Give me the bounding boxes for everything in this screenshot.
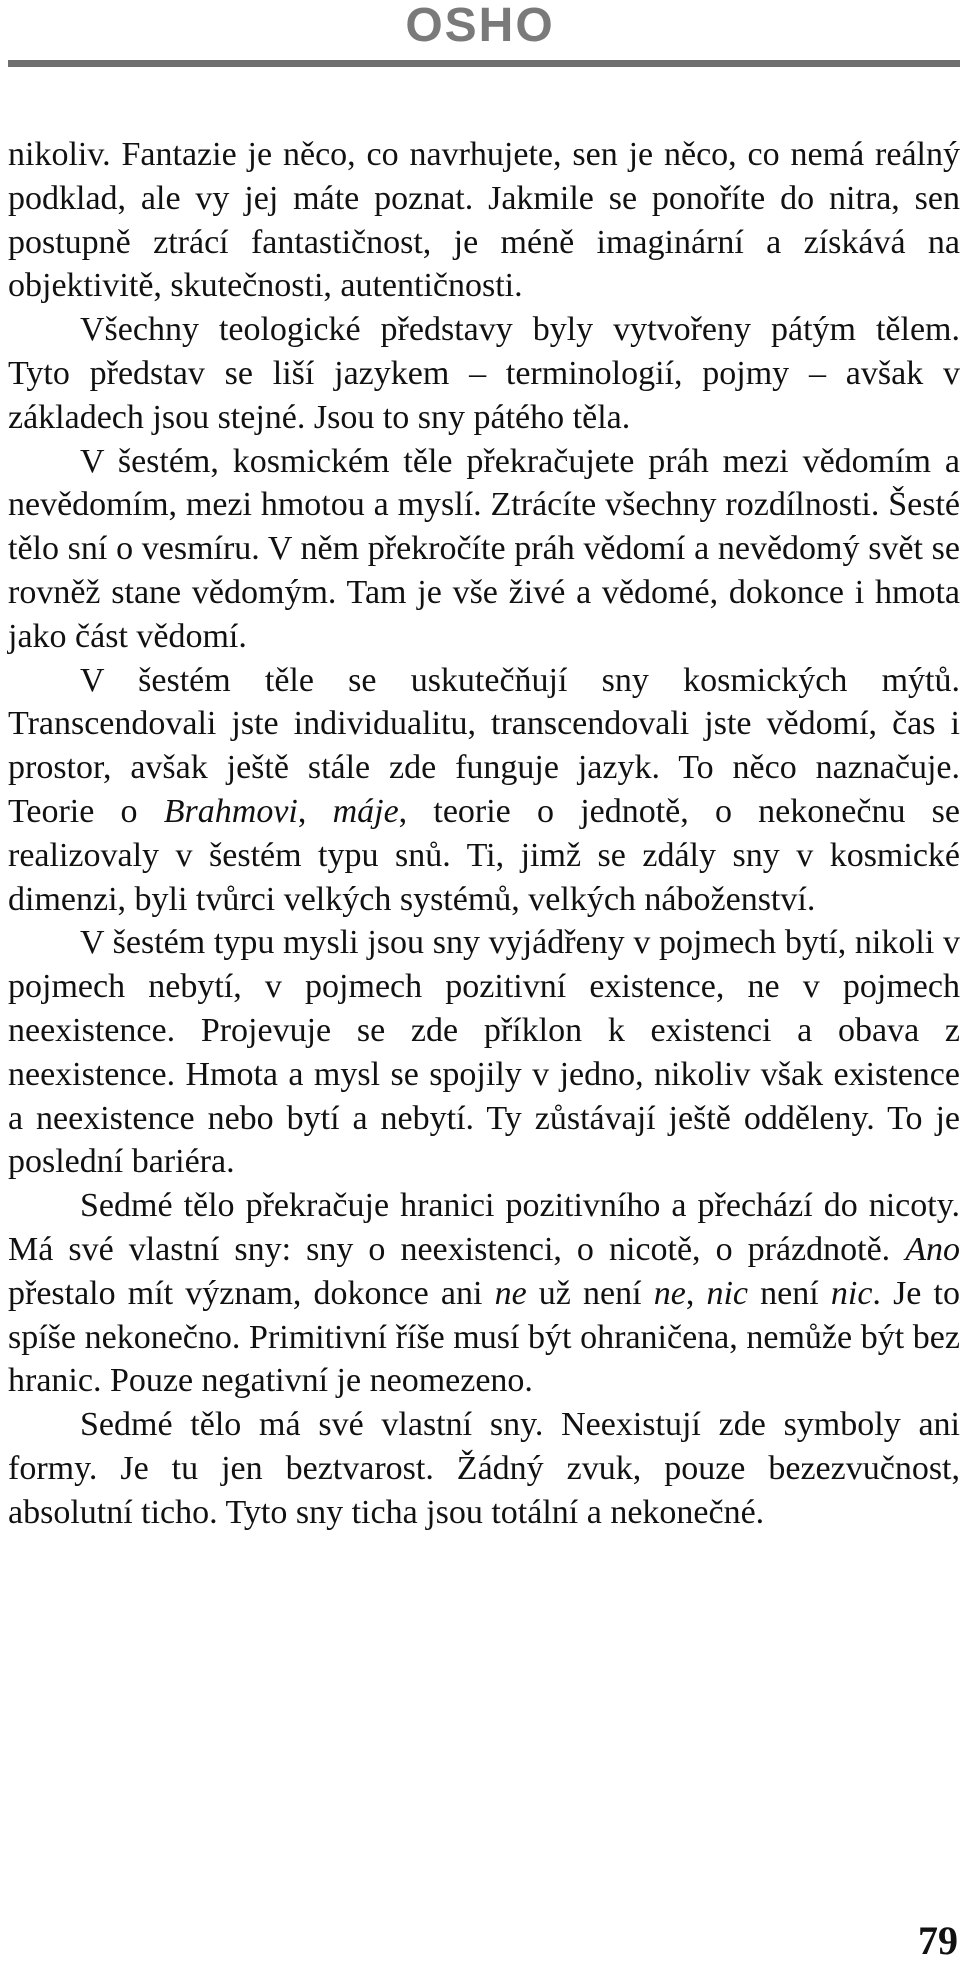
paragraph-3 bbox=[8, 440, 960, 659]
text-segment: už není bbox=[526, 1274, 654, 1312]
text-segment: . Je to spíše nekonečno. Primitivní říše musí být ohraničena, nemůže být bez hranic. Pouze negativní je neomezeno. bbox=[8, 1274, 960, 1400]
running-head: OSHO bbox=[405, 0, 555, 52]
paragraph-7 bbox=[8, 1403, 960, 1534]
italic-term: nic bbox=[706, 1274, 749, 1312]
header-rule bbox=[8, 60, 960, 67]
italic-term: Brahmovi bbox=[163, 792, 298, 830]
text-segment: přestalo mít význam, dokonce ani bbox=[8, 1274, 495, 1312]
text-segment: V šestém těle se uskutečňují sny kosmických mýtů. Transcendovali jste individualitu, transcendovali jste vědomí, čas i prostor, avšak ještě stále zde funguje jazyk. To něco naznačuje. Teorie o bbox=[8, 661, 960, 830]
italic-term: nic bbox=[830, 1274, 873, 1312]
paragraph-6 bbox=[8, 1184, 960, 1403]
text-segment: V šestém typu mysli jsou sny vyjádřeny v pojmech bytí, nikoli v pojmech nebytí, v pojmech pozitivní existence, ne v pojmech neexistence. Projevuje se zde příklon k existenci a obava z neexistence. Hmota a mysl se spojily v jedno, nikoliv však existence a neexistence nebo bytí a nebytí. Ty zůstávají ještě odděleny. To je poslední bariéra. bbox=[8, 924, 960, 1181]
text-segment: není bbox=[748, 1274, 831, 1312]
body-text bbox=[8, 133, 960, 1535]
paragraph-1 bbox=[8, 133, 960, 308]
paragraph-4 bbox=[8, 659, 960, 922]
text-segment: Sedmé tělo má své vlastní sny. Neexistují zde symboly ani formy. Je tu jen beztvarost. Žádný zvuk, pouze bezezvučnost, absolutní ticho. Tyto sny ticha jsou totální a nekonečné. bbox=[8, 1406, 960, 1531]
text-segment: Sedmé tělo překračuje hranici pozitivního a přechází do nicoty. Má své vlastní sny: sny o neexistenci, o nicotě, o prázdnotě. bbox=[8, 1187, 960, 1268]
page-number: 79 bbox=[918, 1918, 958, 1963]
text-segment: , bbox=[685, 1274, 707, 1312]
text-segment: V šestém, kosmickém těle překračujete práh mezi vědomím a nevědomím, mezi hmotou a myslí. Ztrácíte všechny rozdílnosti. Šesté tělo sní o vesmíru. V něm překročíte práh vědomí a nevědomý svět se rovněž stane vědomým. Tam je vše živé a vědomé, dokonce i hmota jako část vědomí. bbox=[8, 442, 960, 655]
text-segment: nikoliv. Fantazie je něco, co navrhujete, sen je něco, co nemá reálný podklad, ale vy jej máte poznat. Jakmile se ponoříte do nitra, sen postupně ztrácí fantastičnost, je méně imaginární a získává na objektivitě, skutečnosti, autentičnosti. bbox=[8, 136, 960, 305]
paragraph-2 bbox=[8, 308, 960, 439]
text-segment: Všechny teologické představy byly vytvořeny pátým tělem. Tyto představ se liší jazykem – terminologií, pojmy – avšak v základech jsou stejné. Jsou to sny pátého těla. bbox=[8, 311, 960, 436]
italic-term: ne bbox=[494, 1274, 527, 1312]
text-segment: , teorie o jednotě, o nekonečnu se realizovaly v šestém typu snů. Ti, jimž se zdály sny v kosmické dimenzi, byli tvůrci velkých systémů, velkých náboženství. bbox=[8, 792, 960, 918]
paragraph-5 bbox=[8, 921, 960, 1184]
italic-term: ne bbox=[653, 1274, 686, 1312]
italic-term: máje bbox=[332, 792, 399, 830]
text-segment: , bbox=[297, 792, 333, 830]
italic-term: Ano bbox=[905, 1230, 960, 1268]
